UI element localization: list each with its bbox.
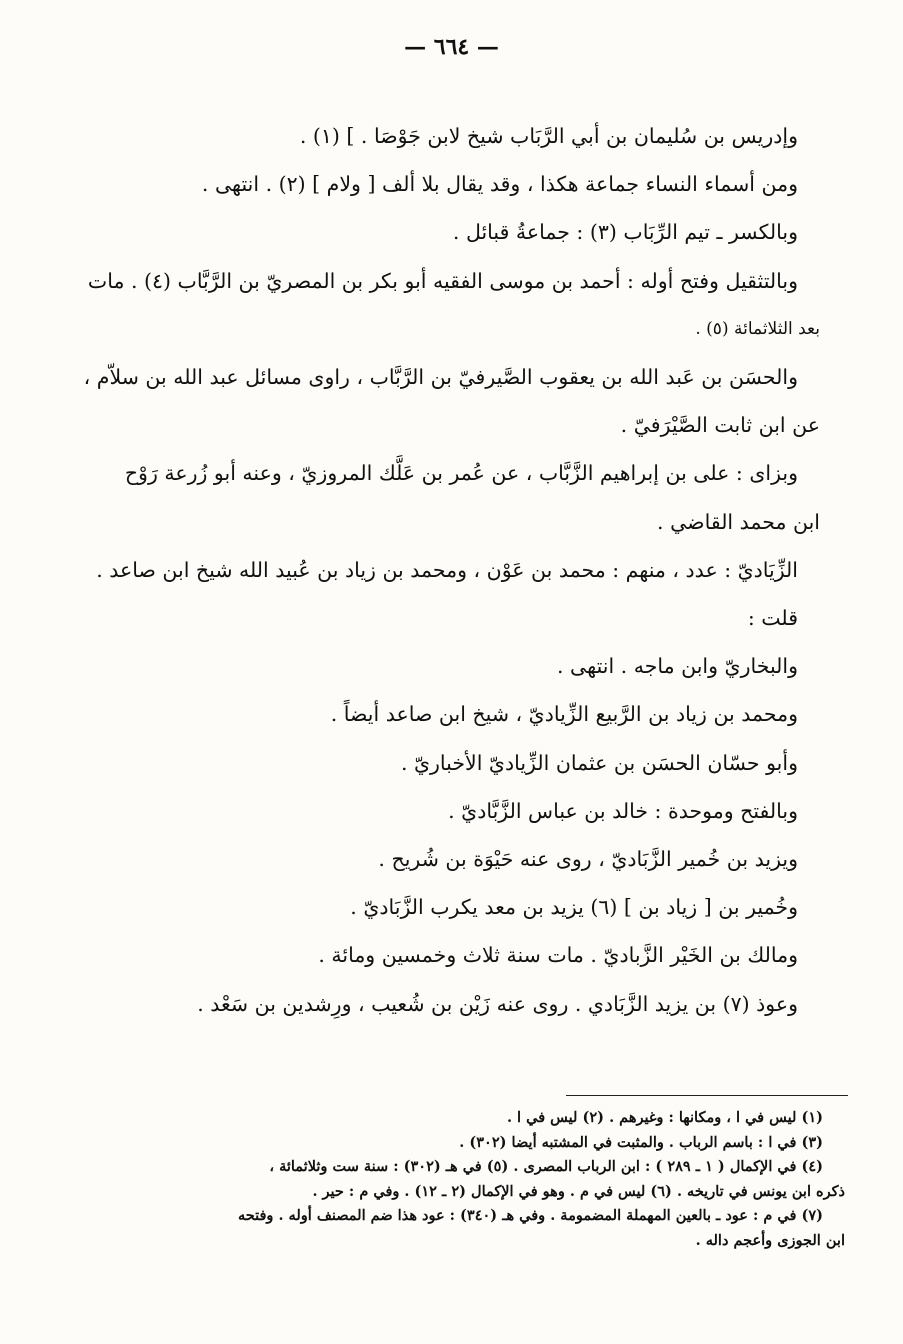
text-line: عن ابن ثابت الصَّيْرَفيّ . bbox=[620, 413, 820, 438]
footnote-line: (٧) في م : عود ـ بالعين المهملة المضمومة . وفي هـ (٣٤٠) : عود هذا ضم المصنف أوله . وفتحه bbox=[237, 1207, 823, 1224]
page-number: — ٦٦٤ — bbox=[404, 34, 499, 60]
text-line: والبخاريّ وابن ماجه . انتهى . bbox=[557, 654, 798, 679]
footnote-divider bbox=[566, 1095, 848, 1096]
text-line: والحسَن بن عَبد الله بن يعقوب الصَّيرفيّ بن الرَّبَّاب ، راوى مسائل عبد الله بن سلاّم ، bbox=[83, 365, 798, 390]
text-line: بعد الثلاثمائة (٥) . bbox=[695, 318, 820, 339]
text-line: قلت : bbox=[747, 606, 798, 631]
main-text bbox=[83, 112, 820, 1028]
text-line: ويزيد بن خُمير الزَّبَاديّ ، روى عنه حَيْوَة بن شُريح . bbox=[378, 847, 798, 872]
text-line: ومن أسماء النساء جماعة هكذا ، وقد يقال بلا ألف [ ولام ] (٢) . انتهى . bbox=[201, 172, 798, 197]
text-line: وأبو حسّان الحسَن بن عثمان الزِّياديّ الأخباريّ . bbox=[400, 750, 798, 775]
footnote-line: (٣) في ا : باسم الرباب . والمثبت في المشتبه أيضا (٣٠٢) . bbox=[459, 1133, 823, 1151]
text-line: وإدريس بن سُليمان بن أبي الرَّبَاب شيخ لابن جَوْصَا . ] (١) . bbox=[299, 124, 798, 148]
text-line: ومالك بن الخَيْر الزَّباديّ . مات سنة ثلاث وخمسين ومائة . bbox=[318, 943, 798, 968]
footnote-line: (٤) في الإكمال ( ١ ـ ٢٨٩ ) : ابن الرباب المصرى . (٥) في هـ (٣٠٢) : سنة ست وثلاثمائة ، bbox=[269, 1158, 823, 1175]
text-line: وبزاى : على بن إبراهيم الزَّبَّاب ، عن عُمر بن عَلَّك المروزيّ ، وعنه أبو زُرعة رَوْح bbox=[124, 461, 798, 486]
footnote-line: ذكره ابن يونس في تاريخه . (٦) ليس في م . وهو في الإكمال (٢ ـ ١٢) . وفي م : حير . bbox=[312, 1182, 845, 1200]
text-line: ابن محمد القاضي . bbox=[657, 509, 820, 534]
footnote-line: (١) ليس في ا ، ومكانها : وغيرهم . (٢) ليس في ا . bbox=[506, 1109, 823, 1126]
text-line: ومحمد بن زياد بن الرَّبيع الزِّياديّ ، شيخ ابن صاعد أيضاً . bbox=[330, 702, 798, 727]
text-line: وبالفتح وموحدة : خالد بن عباس الزَّبَّاديّ . bbox=[448, 798, 798, 823]
footnote-line: ابن الجوزى وأعجم داله . bbox=[695, 1231, 845, 1249]
footnotes bbox=[70, 1106, 845, 1253]
text-line: وعوذ (٧) بن يزيد الزَّبَادي . روى عنه زَيْن بن شُعيب ، ورِشدين بن سَعْد . bbox=[197, 991, 798, 1016]
text-line: وبالكسر ـ تيم الرِّبَاب (٣) : جماعةُ قبائل . bbox=[452, 220, 798, 245]
text-line: وبالتثقيل وفتح أوله : أحمد بن موسى الفقيه أبو بكر بن المصريّ بن الرَّبَّاب (٤) . مات bbox=[87, 268, 798, 293]
text-line: الزِّيَاديّ : عدد ، منهم : محمد بن عَوْن ، ومحمد بن زياد بن عُبيد الله شيخ ابن صاعد . bbox=[96, 557, 798, 582]
text-line: وخُمير بن [ زياد بن ] (٦) يزيد بن معد يكرب الزَّبَاديّ . bbox=[350, 895, 798, 920]
